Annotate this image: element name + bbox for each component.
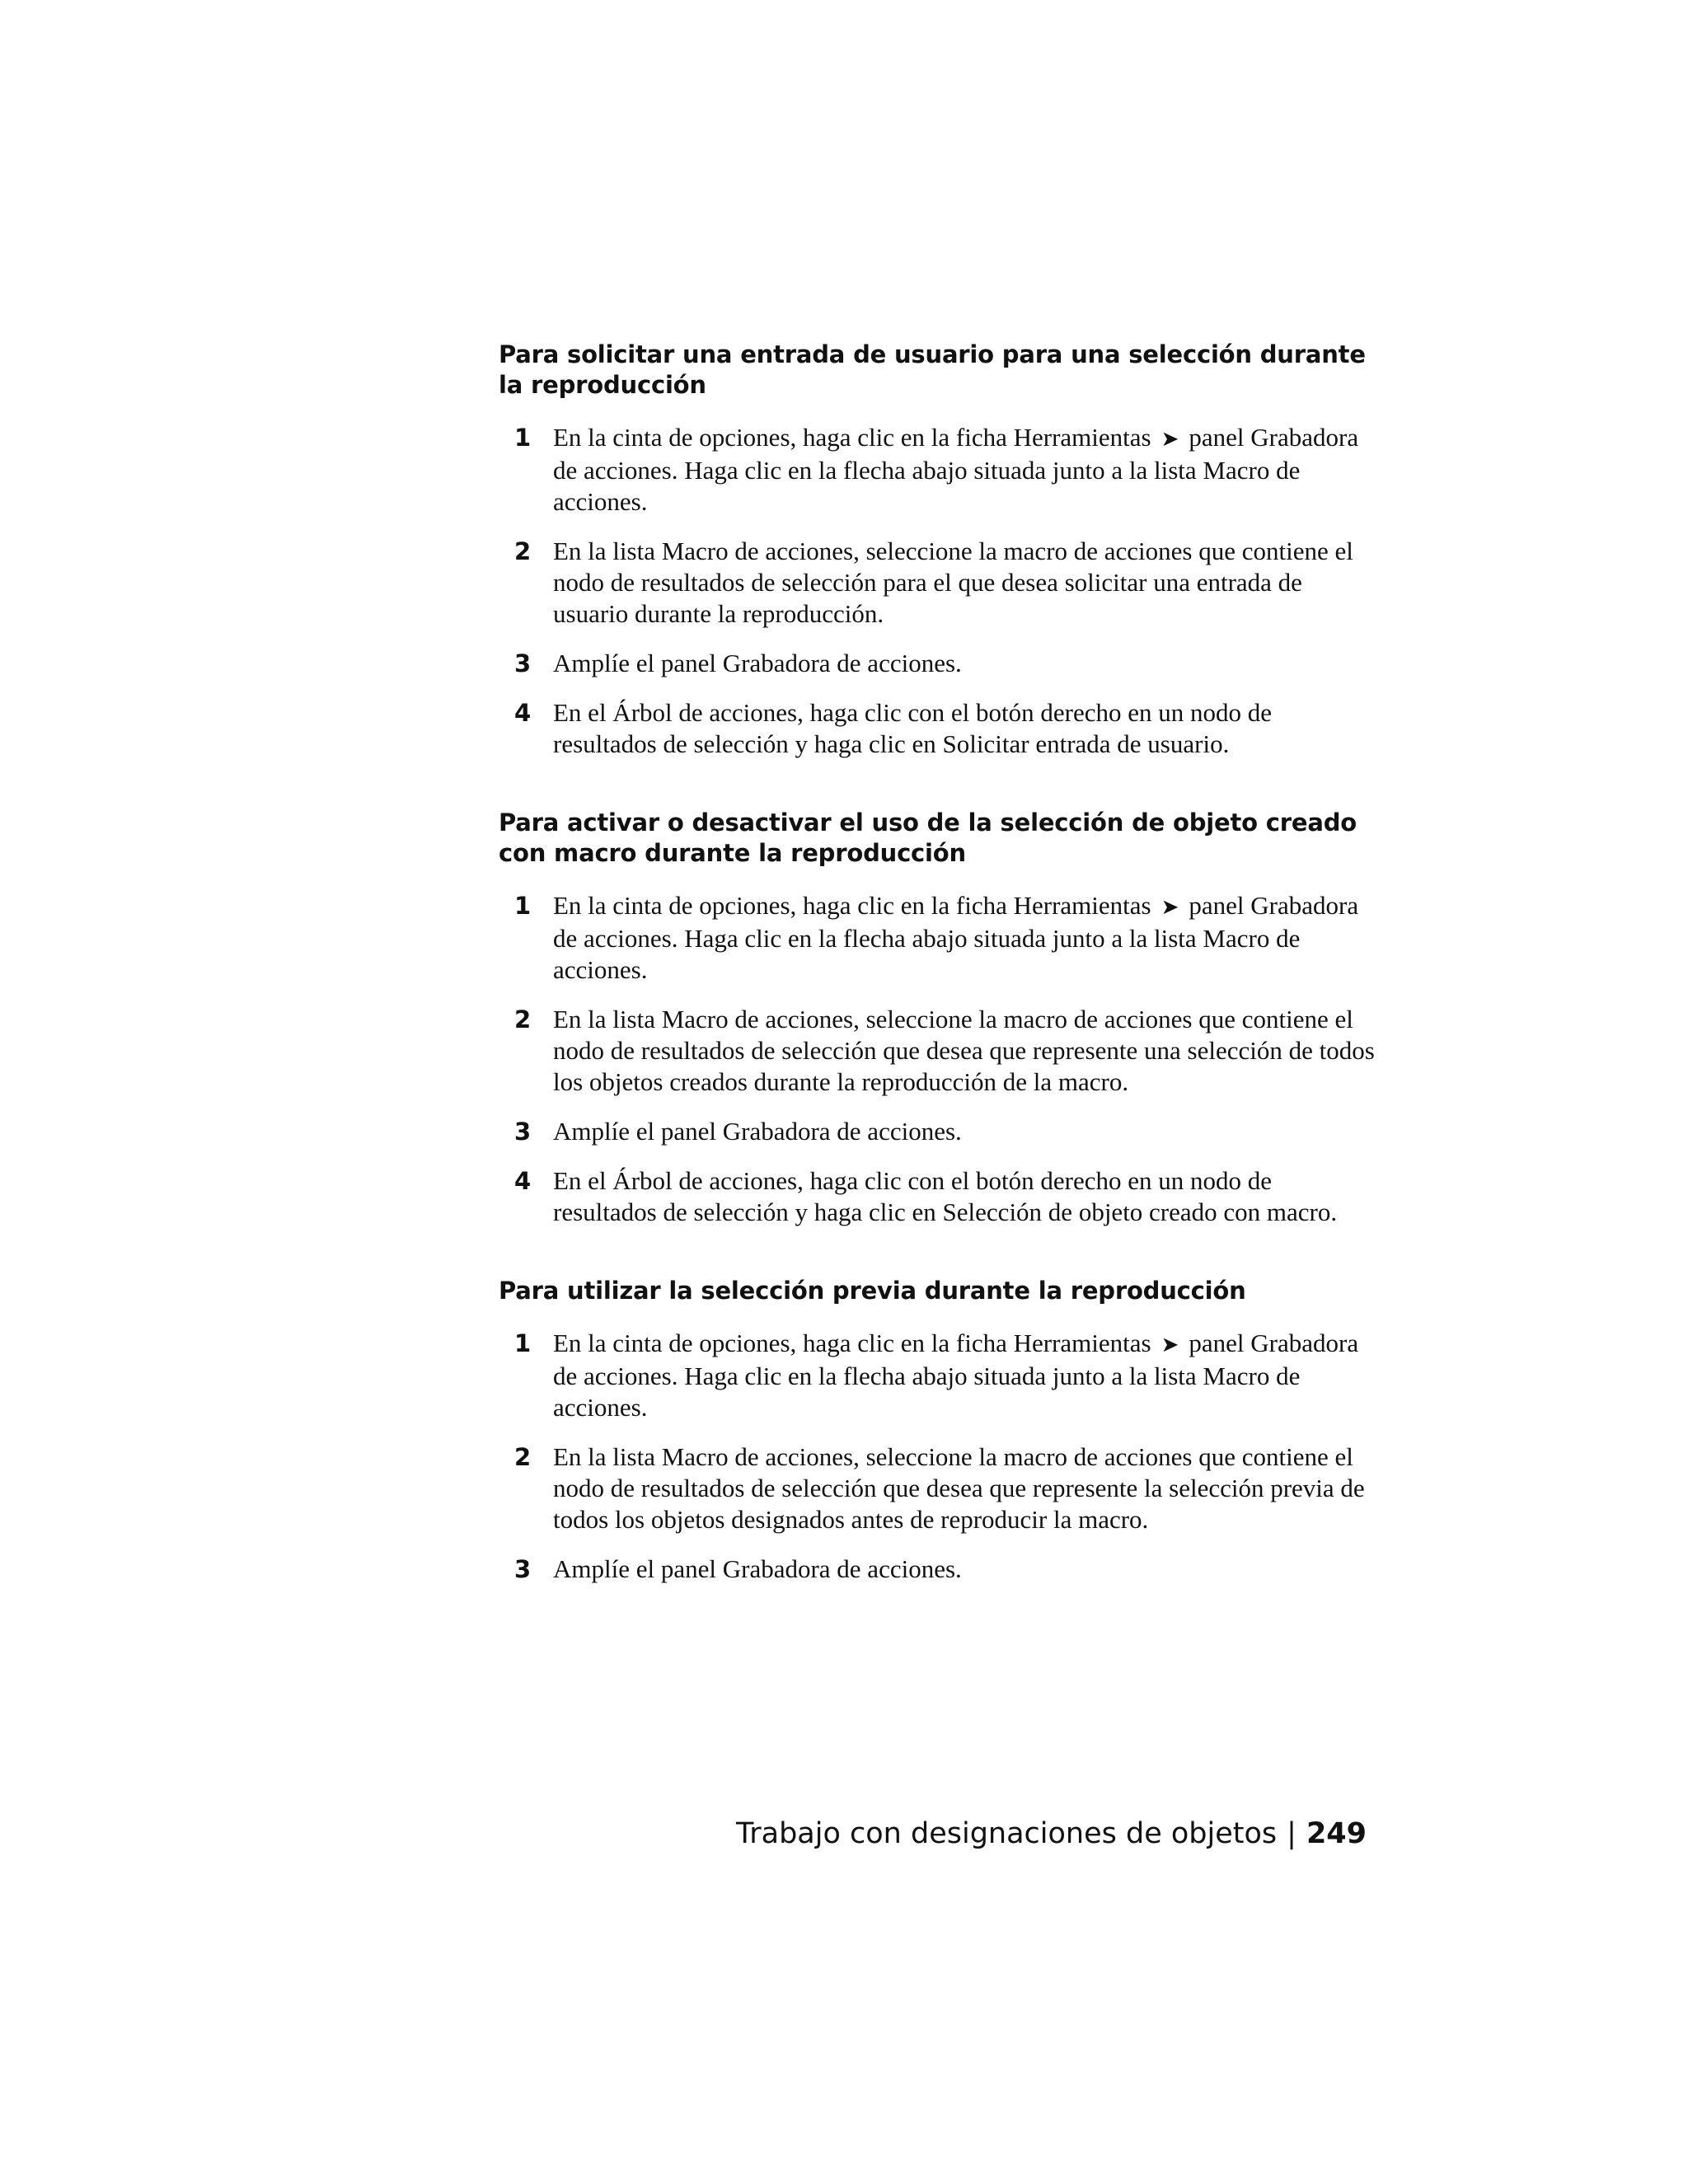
footer-title: Trabajo con designaciones de objetos xyxy=(736,1817,1278,1850)
step-text: Amplíe el panel Grabadora de acciones. xyxy=(553,1117,962,1146)
step-item xyxy=(499,890,1376,986)
step-number: 2 xyxy=(514,1005,532,1033)
step-item xyxy=(499,697,1376,760)
step-text: En el Árbol de acciones, haga clic con el botón derecho en un nodo de resultados de selección y haga clic en Selección de objeto creado con macro. xyxy=(553,1166,1338,1226)
right-arrow-icon: ➤ xyxy=(1160,1333,1179,1357)
step-number: 1 xyxy=(514,424,532,452)
step-text-after-arrow: panel Grabadora de acciones. Haga clic en la flecha abajo situada junto a la lista Macro de acciones. xyxy=(553,423,1359,516)
step-text: En la lista Macro de acciones, seleccione la macro de acciones que contiene el nodo de resultados de selección para el que desea solicitar una entrada de usuario durante la reproducción. xyxy=(553,537,1353,628)
page-number: 249 xyxy=(1306,1817,1367,1850)
step-list xyxy=(499,1328,1376,1585)
step-item xyxy=(499,648,1376,679)
section-use-previous-selection xyxy=(499,1276,1376,1585)
step-number: 3 xyxy=(514,649,532,677)
section-request-user-input xyxy=(499,340,1376,760)
step-number: 1 xyxy=(514,892,532,920)
section-toggle-macro-selection xyxy=(499,808,1376,1228)
step-number: 4 xyxy=(514,699,532,727)
step-number: 2 xyxy=(514,537,532,565)
step-item xyxy=(499,1554,1376,1585)
step-text xyxy=(553,1328,1376,1423)
step-text: En la lista Macro de acciones, seleccione la macro de acciones que contiene el nodo de resultados de selección que desea que represente la selección previa de todos los objetos designados antes de reproducir la macro. xyxy=(553,1442,1365,1534)
section-heading: Para solicitar una entrada de usuario para una selección durante la reproducción xyxy=(499,340,1366,399)
step-number: 3 xyxy=(514,1118,532,1146)
right-arrow-icon: ➤ xyxy=(1160,427,1179,452)
step-text-after-arrow: panel Grabadora de acciones. Haga clic en la flecha abajo situada junto a la lista Macro de acciones. xyxy=(553,891,1359,984)
step-item xyxy=(499,1165,1376,1228)
step-number: 1 xyxy=(514,1329,532,1357)
step-list xyxy=(499,422,1376,760)
right-arrow-icon: ➤ xyxy=(1160,895,1179,920)
step-number: 4 xyxy=(514,1167,532,1195)
step-text-before-arrow: En la cinta de opciones, haga clic en la ficha Herramientas xyxy=(553,891,1151,920)
step-number: 3 xyxy=(514,1555,532,1583)
page-footer xyxy=(736,1816,1367,1852)
step-text: En la lista Macro de acciones, seleccione la macro de acciones que contiene el nodo de resultados de selección que desea que represente una selección de todos los objetos creados durante la reproducción de la macro. xyxy=(553,1005,1375,1096)
step-text-before-arrow: En la cinta de opciones, haga clic en la ficha Herramientas xyxy=(553,1329,1151,1357)
step-text: Amplíe el panel Grabadora de acciones. xyxy=(553,1554,962,1583)
step-text: Amplíe el panel Grabadora de acciones. xyxy=(553,649,962,677)
step-item xyxy=(499,1004,1376,1098)
step-text xyxy=(553,422,1376,518)
step-item xyxy=(499,1328,1376,1423)
section-heading: Para activar o desactivar el uso de la selección de objeto creado con macro durante la reproducción xyxy=(499,808,1357,867)
step-text: En el Árbol de acciones, haga clic con el botón derecho en un nodo de resultados de selección y haga clic en Solicitar entrada de usuario. xyxy=(553,698,1272,758)
step-item xyxy=(499,1441,1376,1535)
section-heading: Para utilizar la selección previa durante la reproducción xyxy=(499,1277,1246,1305)
step-text xyxy=(553,890,1376,986)
step-list xyxy=(499,890,1376,1228)
step-number: 2 xyxy=(514,1443,532,1471)
step-item xyxy=(499,536,1376,630)
step-item xyxy=(499,422,1376,518)
step-text-before-arrow: En la cinta de opciones, haga clic en la ficha Herramientas xyxy=(553,423,1151,452)
main-content xyxy=(499,340,1376,1633)
step-text-after-arrow: panel Grabadora de acciones. Haga clic en la flecha abajo situada junto a la lista Macro de acciones. xyxy=(553,1329,1359,1422)
footer-separator: | xyxy=(1287,1817,1296,1850)
step-item xyxy=(499,1116,1376,1147)
